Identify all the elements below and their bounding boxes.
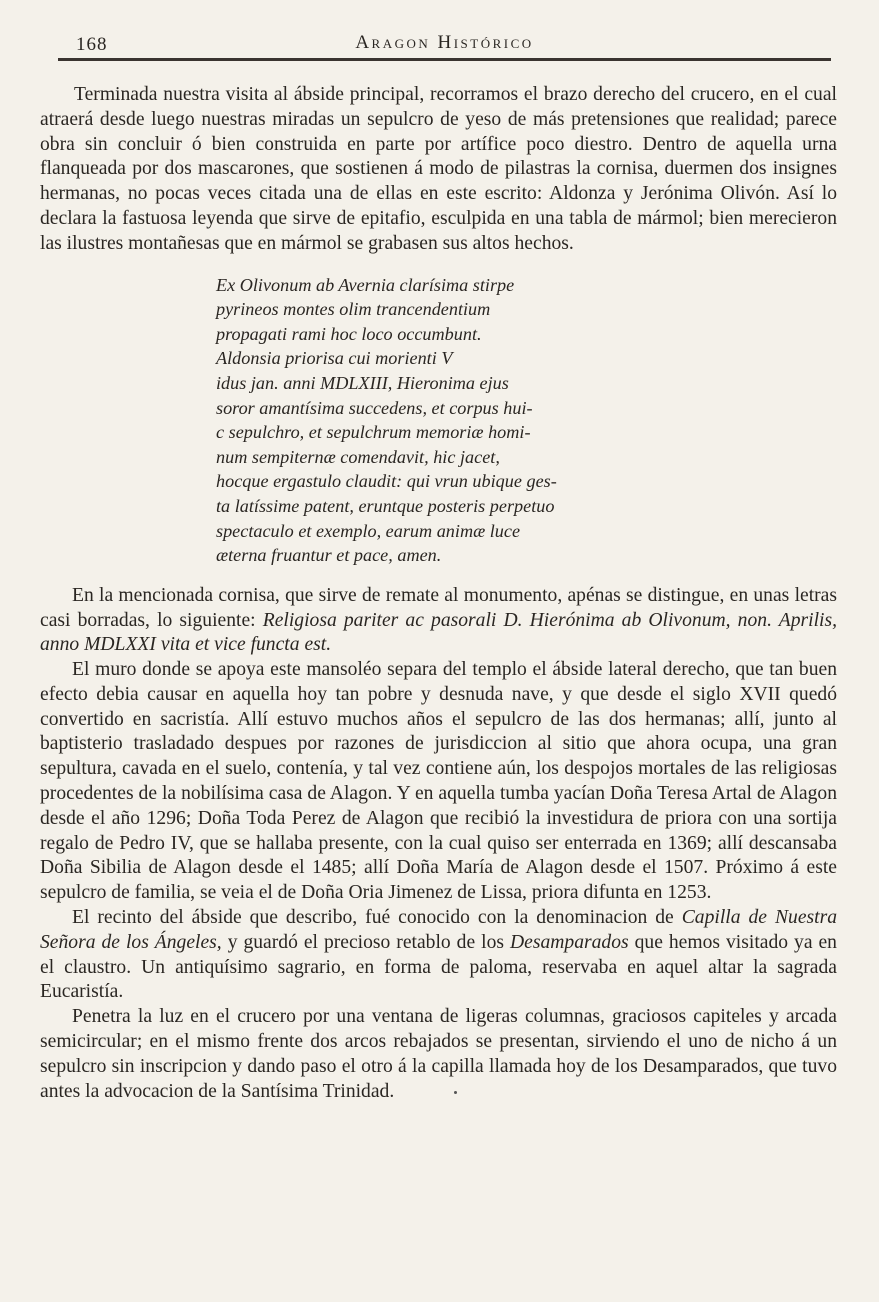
epitaph-line: c sepulchro, et sepulchrum memoriæ homi- [216,422,531,443]
cornice-inscription: Religiosa pariter ac pasorali D. Hierónima ab Olivonum, non. Aprilis, anno MDLXXI vita et vice functa est. [40,609,837,656]
page-number: 168 [76,34,108,55]
epitaph-line: spectaculo et exemplo, earum animæ luce [216,520,521,541]
epitaph-line: ta latíssime patent, eruntque posteris perpetuo [216,495,555,516]
epitaph-line: num sempiternæ comendavit, hic jacet, [216,446,500,467]
paragraph-3: El muro donde se apoya este mansoléo separa del templo el ábside lateral derecho, que tan buen efecto debia causar en aquella hoy tan pobre y desnuda nave, y que desde el siglo XVII quedó convertido en sacristía. Allí estuvo muchos años el sepulcro de las dos hermanas; allí, junto al baptisterio trasladado despues por razones de jurisdiccion al sitio que ahora ocupa, una gran sepultura, cavada en el suelo, contenía, y tal vez contiene aún, los despojos mortales de las religiosas procedentes de la nobilísima casa de Alagon. Y en aquella tumba yacían Doña Teresa Artal de Alagon desde el año 1296; Doña Toda Perez de Alagon que recibió la investidura de priora con una sortija regalo de Pedro IV, que se hallaba presente, con la cual quiso ser enterrada en 1369; allí descansaba Doña Sibilia de Alagon desde el 1485; allí Doña María de Alagon desde el 1507. Próximo á este sepulcro de familia, se veia el de Doña Oria Jimenez de Lissa, priora difunta en 1253. [40,659,837,904]
epitaph-line: hocque ergastulo claudit: qui vrun ubique ges- [216,471,557,492]
paragraph-1: Terminada nuestra visita al ábside principal, recorramos el brazo derecho del crucero, en el cual atraerá desde luego nuestras miradas un sepulcro de yeso de más pretensiones que realidad; parece obra sin concluir ó bien construida en parte por artífice poco diestro. Dentro de aquella urna flanqueada por dos mascarones, que sostienen á modo de pilastras la cornisa, duermen dos insignes hermanas, no pocas veces citada una de ellas en este escrito: Aldonza y Jerónima Olivón. Así lo declara la fastuosa leyenda que sirve de epitafio, esculpida en una tabla de mármol; bien merecieron las ilustres montañesas que en mármol se grabasen sus altos hechos. [40,84,837,254]
paragraph-2 [40,584,837,658]
stray-dot [454,1091,457,1094]
paragraph-5 [40,1005,837,1104]
paragraph-2-text: En la mencionada cornisa, que sirve de remate al monumento, apénas se distingue, en unas letras casi borradas, lo siguiente: [40,584,837,631]
epitaph-line: Aldonsia priorisa cui morienti V [216,348,453,369]
paragraph-4 [40,906,837,1005]
running-title: Aragon Histórico [355,32,534,53]
paragraph-5-text: Penetra la luz en el crucero por una ventana de ligeras columnas, graciosos capiteles y arcada semicircular; en el mismo frente dos arcos rebajados se presentan, sirviendo el uno de nicho á un sepulcro sin inscripcion y dando paso el otro á la capilla llamada hoy de los Desamparados, que tuvo antes la advocacion de la Santísima Trinidad. [40,1006,837,1102]
epitaph-line: propagati rami hoc loco occumbunt. [216,323,482,344]
epitaph-line: Ex Olivonum ab Avernia clarísima stirpe [216,274,515,295]
epitaph-line: pyrineos montes olim trancendentium [216,299,491,320]
epitaph-block [216,273,686,568]
chapel-name: Capilla de Nuestra Señora de los Ángeles, [40,907,838,953]
paragraph-4-mid: y guardó el precioso retablo de los [221,931,510,953]
paragraph-4-pre: El recinto del ábside que describo, fué conocido con la denominacion de [72,907,682,929]
page-body [40,83,837,1104]
page-header [58,30,831,56]
epitaph-line: soror amantísima succedens, et corpus hui- [216,397,533,418]
altarpiece-name: Desamparados [509,931,629,953]
header-rule [58,58,831,61]
epitaph-line: æterna fruantur et pace, amen. [216,545,442,566]
epitaph-line: idus jan. anni MDLXIII, Hieronima ejus [216,372,509,393]
paragraph-4-post: que hemos visitado ya en el claustro. Un antiquísimo sagrario, en forma de paloma, reservaba en aquel altar la sagrada Eucaristía. [40,931,837,1003]
